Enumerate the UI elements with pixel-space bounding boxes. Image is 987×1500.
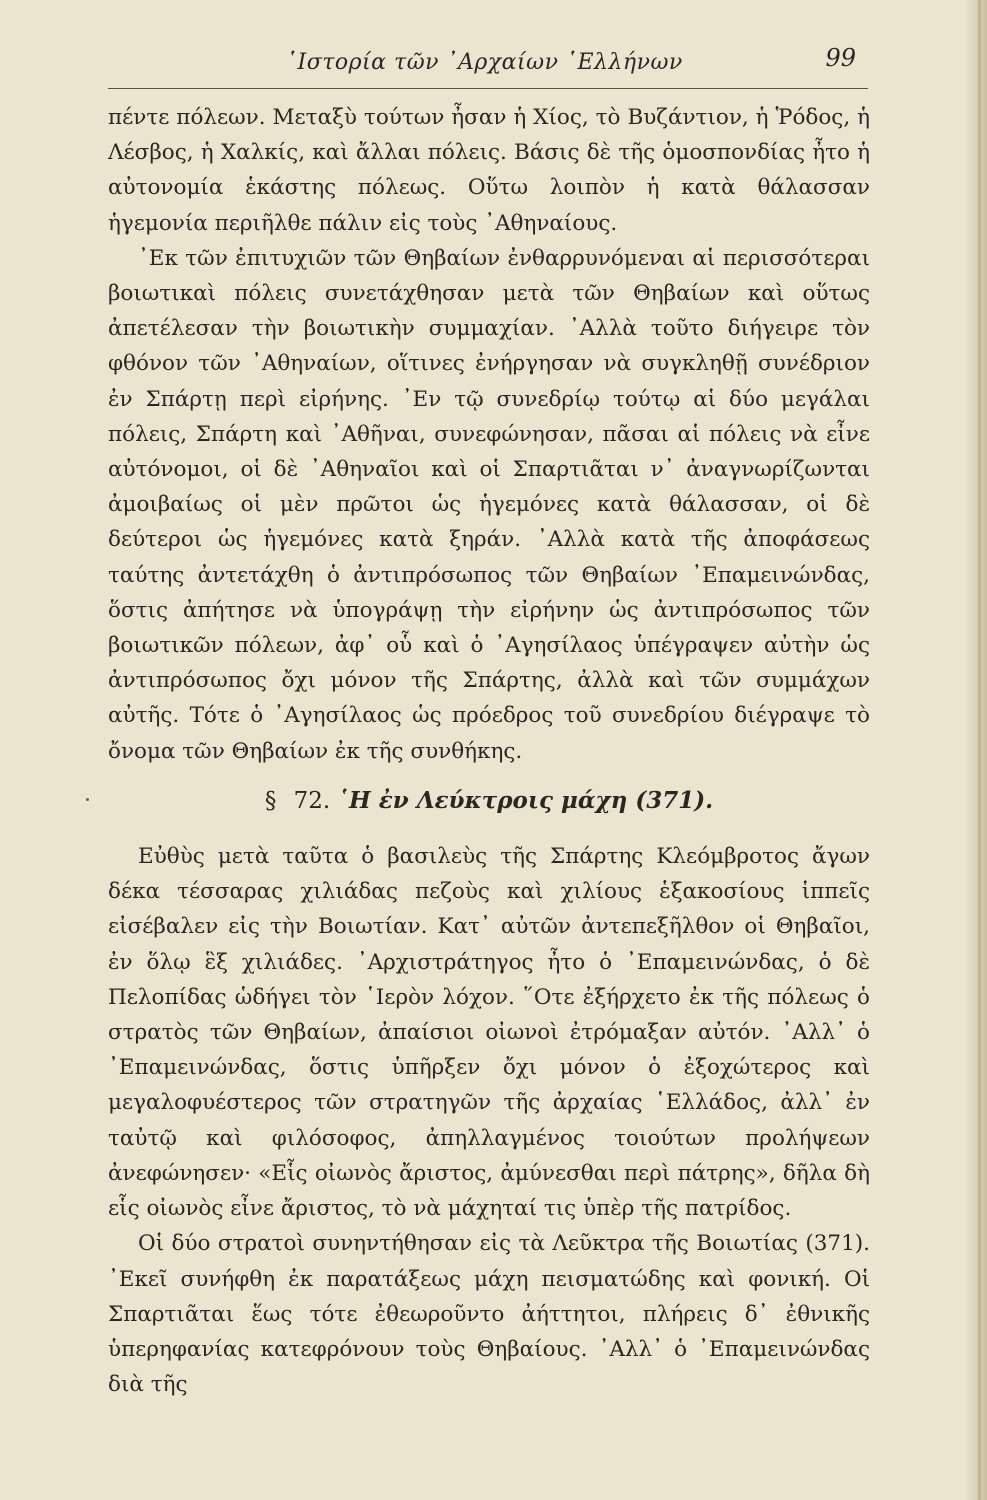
page-number: 99 bbox=[825, 44, 856, 72]
header-rule bbox=[108, 88, 868, 89]
section-number: 72. bbox=[293, 787, 331, 814]
binding-strip bbox=[978, 0, 981, 1500]
section-heading bbox=[108, 783, 870, 819]
header-title: ῾Ιστορία τῶν ᾿Αρχαίων ῾Ελλήνων bbox=[286, 50, 683, 75]
paragraph-4: Οἱ δύο στρατοὶ συνηντήθησαν εἰς τὰ Λεῦκτρα τῆς Βοιωτίας (371). ᾿Εκεῖ συνήφθη ἐκ παρατάξεως μάχη πεισματώδης καὶ φονική. Οἱ Σπαρτιᾶται ἕως τότε ἐθεωροῦντο ἀήττητοι, πλήρεις δ᾿ ἐθνικῆς ὑπερηφανίας κατεφρόνουν τοὺς Θηβαίους. ᾿Αλλ᾿ ὁ ᾿Επαμεινώνδας διὰ τῆς bbox=[108, 1231, 870, 1398]
main-text bbox=[108, 100, 870, 1402]
section-symbol: § bbox=[264, 787, 277, 814]
page-edge-shadow bbox=[965, 0, 987, 1500]
running-header bbox=[108, 40, 878, 74]
paper-speck bbox=[86, 798, 89, 801]
paragraph-3: Εὐθὺς μετὰ ταῦτα ὁ βασιλεὺς τῆς Σπάρτης Κλεόμβροτος ἄγων δέκα τέσσαρας χιλιάδας πεζοὺς καὶ χιλίους ἑξακοσίους ἱππεῖς εἰσέβαλεν εἰς τὴν Βοιωτίαν. Κατ᾿ αὐτῶν ἀντεπεξῆλθον οἱ Θηβαῖοι, ἐν ὅλῳ ἓξ χιλιάδες. ᾿Αρχιστράτηγος ἦτο ὁ ᾿Επαμεινώνδας, ὁ δὲ Πελοπίδας ὡδήγει τὸν ῾Ιερὸν λόχον. ῞Οτε ἐξήρχετο ἐκ τῆς πόλεως ὁ στρατὸς τῶν Θηβαίων, ἀπαίσιοι οἰωνοὶ ἐτρόμαξαν αὐτόν. ᾿Αλλ᾿ ὁ ᾿Επαμεινώνδας, ὅστις ὑπῆρξεν ὄχι μόνον ὁ ἐξοχώτερος καὶ μεγαλοφυέστερος τῶν στρατηγῶν τῆς ἀρχαίας ῾Ελλάδος, ἀλλ᾿ ἐν ταὐτῷ καὶ φιλόσοφος, ἀπηλλαγμένος τοιούτων προλήψεων ἀνεφώνησεν· «Εἷς οἰωνὸς ἄριστος, ἀμύνεσθαι περὶ πάτρης», δῆλα δὴ εἷς οἰωνὸς εἶνε ἄριστος, τὸ νὰ μάχηταί τις ὑπὲρ τῆς πατρίδος. bbox=[108, 844, 870, 1222]
section-title: ῾Η ἐν Λεύκτροις μάχη (371). bbox=[337, 786, 714, 814]
paragraph-1: πέντε πόλεων. Μεταξὺ τούτων ἦσαν ἡ Χίος, τὸ Βυζάντιον, ἡ Ῥόδος, ἡ Λέσβος, ἡ Χαλκίς, καὶ ἄλλαι πόλεις. Βάσις δὲ τῆς ὁμοσπονδίας ἦτο ἡ αὐτονομία ἑκάστης πόλεως. Οὕτω λοιπὸν ἡ κατὰ θάλασσαν ἡγεμονία περιῆλθε πάλιν εἰς τοὺς ᾿Αθηναίους. bbox=[108, 105, 870, 236]
paragraph-2: ᾿Εκ τῶν ἐπιτυχιῶν τῶν Θηβαίων ἐνθαρρυνόμεναι αἱ περισσότεραι βοιωτικαὶ πόλεις συνετάχθησαν μετὰ τῶν Θηβαίων καὶ οὕτως ἀπετέλεσαν τὴν βοιωτικὴν συμμαχίαν. ᾿Αλλὰ τοῦτο διήγειρε τὸν φθόνον τῶν ᾿Αθηναίων, οἵτινες ἐνήργησαν νὰ συγκληθῇ συνέδριον ἐν Σπάρτῃ περὶ εἰρήνης. ᾿Εν τῷ συνεδρίῳ τούτῳ αἱ δύο μεγάλαι πόλεις, Σπάρτη καὶ ᾿Αθῆναι, συνεφώνησαν, πᾶσαι αἱ πόλεις νὰ εἶνε αὐτόνομοι, οἱ δὲ ᾿Αθηναῖοι καὶ οἱ Σπαρτιᾶται ν᾿ ἀναγνωρίζωνται ἀμοιβαίως οἱ μὲν πρῶτοι ὡς ἡγεμόνες κατὰ θάλασσαν, οἱ δὲ δεύτεροι ὡς ἡγεμόνες κατὰ ξηράν. ᾿Αλλὰ κατὰ τῆς ἀποφάσεως ταύτης ἀντετάχθη ὁ ἀντιπρόσωπος τῶν Θηβαίων ᾿Επαμεινώνδας, ὅστις ἀπήτησε νὰ ὑπογράψῃ τὴν εἰρήνην ὡς ἀντιπρόσωπος τῶν βοιωτικῶν πόλεων, ἀφ᾿ οὗ καὶ ὁ ᾿Αγησίλαος ὑπέγραψεν αὐτὴν ὡς ἀντιπρόσωπος ὄχι μόνον τῆς Σπάρτης, ἀλλὰ καὶ τῶν συμμάχων αὐτῆς. Τότε ὁ ᾿Αγησίλαος ὡς πρόεδρος τοῦ συνεδρίου διέγραψε τὸ ὄνομα τῶν Θηβαίων ἐκ τῆς συνθήκης. bbox=[108, 245, 870, 764]
